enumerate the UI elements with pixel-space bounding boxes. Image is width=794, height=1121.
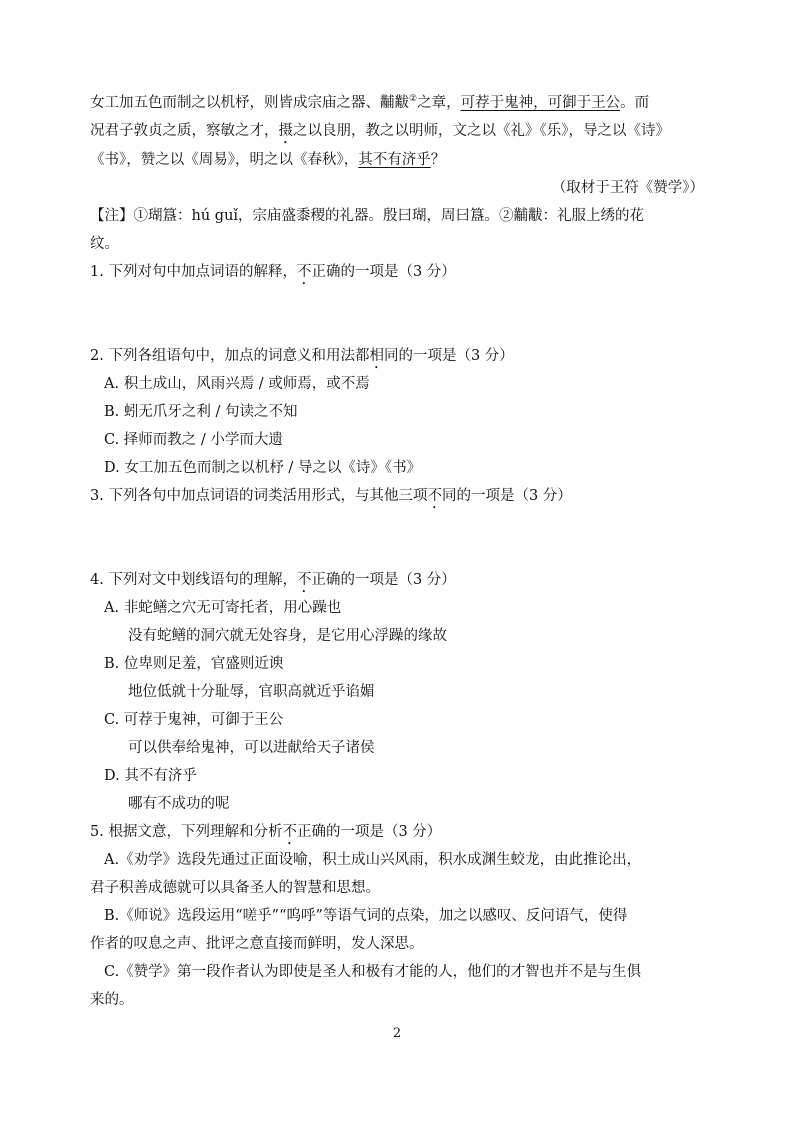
question-3-stem xyxy=(90,486,704,512)
passage-line-3 xyxy=(90,150,704,170)
question-4-option-b[interactable]: B. 位卑则足羞，官盛则近谀 xyxy=(104,656,284,672)
question-2-option-c[interactable]: C. 择师而教之 / 小学而大遗 xyxy=(104,432,283,448)
dotted-word: 不 xyxy=(282,824,297,840)
notes-line-2: 纹。 xyxy=(90,236,119,252)
stem-text: 3. 下列各句中加点词语的词类活用形式，与其他三项 xyxy=(90,488,428,504)
passage-text: 《书》，赞之以《周易》，明之以《春秋》， xyxy=(90,152,359,168)
stem-text: 正确的一项是（3 分） xyxy=(296,824,442,840)
stem-text: 同的一项是（3 分） xyxy=(441,488,572,504)
underlined-sentence: 可荐于鬼神，可御于王公 xyxy=(460,95,621,111)
passage-text: 况君子敦贞之质，察敏之才， xyxy=(90,123,279,139)
question-5-option-c[interactable]: C.《赞学》第一段作者认为即使是圣人和极有才能的人，他们的才智也并不是与生俱 xyxy=(104,964,642,980)
dotted-word: 不 xyxy=(427,488,442,504)
question-4-option-d[interactable]: D. 其不有济乎 xyxy=(104,768,197,784)
question-4-option-a[interactable]: A. 非蛇鳝之穴无可寄托者，用心躁也 xyxy=(104,600,342,616)
passage-text: 女工加五色而制之以机杼，则皆成宗庙之器、黼黻 xyxy=(90,95,409,111)
stem-text: 5. 根据文意，下列理解和分析 xyxy=(90,824,283,840)
question-2-option-d[interactable]: D. 女工加五色而制之以机杼 / 导之以《诗》《书》 xyxy=(104,460,422,476)
question-5-option-b-cont: 作者的叹息之声、批评之意直接而鲜明，发人深思。 xyxy=(90,936,424,952)
stem-text: 4. 下列对文中划线语句的理解， xyxy=(90,572,297,588)
stem-text: 2. 下列各组语句中，加点的词意义和用法都 xyxy=(90,348,370,364)
underlined-sentence: 其不有济乎 xyxy=(358,152,431,168)
question-2-stem xyxy=(90,346,704,372)
question-2-option-a[interactable]: A. 积土成山，风雨兴焉 / 或师焉，或不焉 xyxy=(104,376,370,392)
passage-text: 之章， xyxy=(417,95,461,111)
question-4-option-d-translation: 哪有不成功的呢 xyxy=(128,796,230,812)
stem-text: 1. 下列对句中加点词语的解释， xyxy=(90,264,297,280)
notes-line-1: 【注】①瑚簋：hú guǐ，宗庙盛黍稷的礼器。殷曰瑚，周曰簋。②黼黻：礼服上绣的花 xyxy=(90,208,645,224)
question-5-option-a[interactable]: A.《劝学》选段先通过正面设喻，积土成山兴风雨，积水成渊生蛟龙，由此推论出， xyxy=(104,852,642,868)
stem-text: 同的一项是（3 分） xyxy=(383,348,514,364)
passage-text: 。而 xyxy=(620,95,650,111)
question-5-option-a-cont: 君子积善成德就可以具备圣人的智慧和思想。 xyxy=(90,880,380,896)
footnote-marker: ② xyxy=(409,94,418,105)
question-4-option-b-translation: 地位低就十分耻辱，官职高就近乎谄媚 xyxy=(128,684,375,700)
question-4-option-a-translation: 没有蛇鳝的洞穴就无处容身，是它用心浮躁的缘故 xyxy=(128,628,447,644)
question-4-option-c[interactable]: C. 可荐于鬼神，可御于王公 xyxy=(104,712,284,728)
stem-text: 正确的一项是（3 分） xyxy=(311,264,456,280)
question-1-stem xyxy=(90,262,704,288)
question-5-stem xyxy=(90,822,704,848)
passage-line-2 xyxy=(90,121,704,147)
stem-text: 正确的一项是（3 分） xyxy=(311,572,456,588)
question-5-option-b[interactable]: B.《师说》选段运用“嗟乎”“呜呼”等语气词的点染，加之以感叹、反问语气，使得 xyxy=(104,908,628,924)
passage-text: 之以良朋，教之以明师，文之以《礼》《乐》，导之以《诗》 xyxy=(293,123,670,139)
passage-line-1 xyxy=(90,93,704,113)
dotted-word: 不 xyxy=(296,264,312,280)
question-2-option-b[interactable]: B. 蚓无爪牙之利 / 句读之不知 xyxy=(104,404,298,420)
page-number: 2 xyxy=(392,1026,402,1041)
question-5-option-c-cont: 来的。 xyxy=(90,992,134,1008)
dotted-word: 相 xyxy=(369,348,384,364)
question-4-option-c-translation: 可以供奉给鬼神，可以进献给天子诸侯 xyxy=(128,740,375,756)
passage-text: ？ xyxy=(430,152,446,168)
dotted-word: 不 xyxy=(296,572,312,588)
dotted-word: 摄 xyxy=(278,123,293,139)
question-4-stem xyxy=(90,570,704,596)
passage-source: （取材于王符《赞学》） xyxy=(551,180,704,196)
